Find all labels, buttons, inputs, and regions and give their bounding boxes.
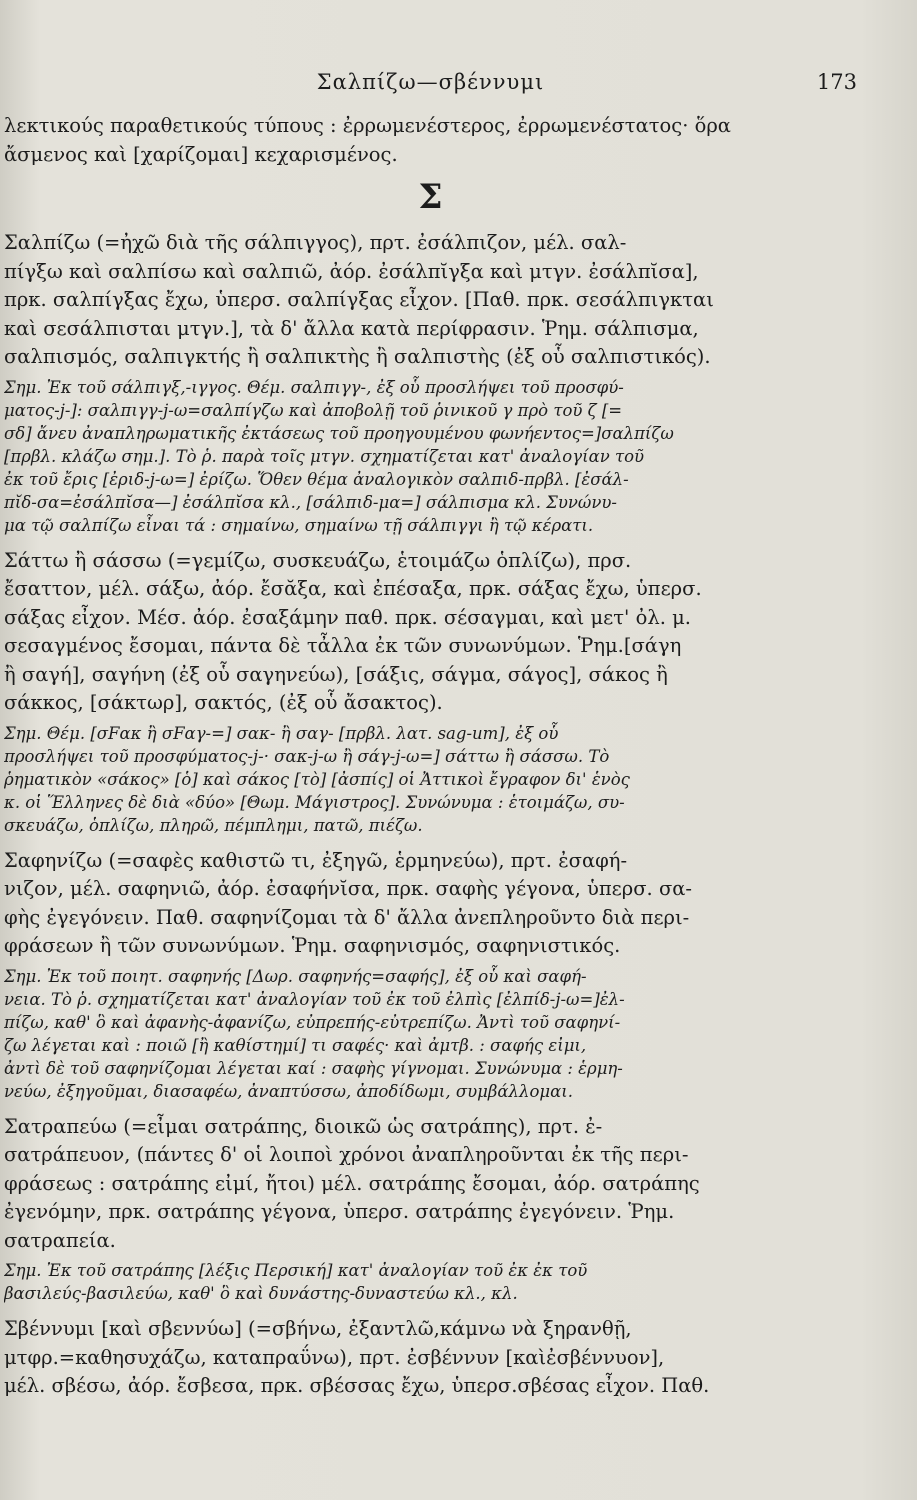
text-line: σατράπευον, (πάντες δ' οἱ λοιποὶ χρόνοι ἀναπληροῦνται ἐκ τῆς περι- — [4, 1143, 689, 1166]
dictionary-entry-satrapeuo — [4, 1113, 857, 1306]
note-line: Σημ. Θέμ. [σFακ ἢ σFαγ-=] σακ- ἢ σαγ- [πρβλ. λατ. sag-um], ἐξ οὗ — [4, 723, 559, 743]
section-letter: Σ — [418, 177, 443, 217]
note-line: σκευάζω, ὁπλίζω, πληρῶ, πέμπλημι, πατῶ, πιέζω. — [4, 815, 423, 835]
entry-body — [4, 1315, 857, 1401]
text-line: Σβέννυμι [καὶ σβεννύω] (=σβήνω, ἐξαντλῶ,κάμνω νὰ ξηρανθῇ, — [4, 1317, 632, 1340]
note-line: Σημ. Ἐκ τοῦ σάλπιγξ,-ιγγος. Θέμ. σαλπιγγ-, ἐξ οὗ προσλήψει τοῦ προσφύ- — [4, 377, 624, 397]
dictionary-entry-satto — [4, 547, 857, 837]
intro-text — [4, 112, 857, 169]
note-line: ζω λέγεται καὶ : ποιῶ [ἢ καθίστημί] τι σαφές· καὶ ἀμτβ. : σαφής εἰμι, — [4, 1035, 587, 1055]
note-line: κ. οἱ Ἕλληνες δὲ διὰ «δύο» [Θωμ. Μάγιστρος]. Συνώνυμα : ἑτοιμάζω, συ- — [4, 792, 625, 812]
entry-body — [4, 1113, 857, 1256]
text-line: φράσεων ἢ τῶν συνωνύμων. Ῥημ. σαφηνισμός, σαφηνιστικός. — [4, 934, 621, 957]
text-line: φράσεως : σατράπης εἰμί, ἤτοι) μέλ. σατράπης ἔσομαι, ἀόρ. σατράπης — [4, 1171, 700, 1195]
note-line: πίζω, καθ' ὃ καὶ ἀφανὴς-ἀφανίζω, εὐπρεπής-εὐτρεπίζω. Ἀντὶ τοῦ σαφηνί- — [4, 1012, 621, 1032]
text-line: Σαλπίζω (=ἠχῶ διὰ τῆς σάλπιγγος), πρτ. ἐσάλπιζον, μέλ. σαλ- — [4, 231, 627, 254]
note-line: ἀντὶ δὲ τοῦ σαφηνίζομαι λέγεται καί : σαφὴς γίγνομαι. Συνώνυμα : ἑρμη- — [4, 1058, 623, 1078]
text-line: πρκ. σαλπίγξας ἔχω, ὑπερσ. σαλπίγξας εἶχον. [Παθ. πρκ. σεσάλπιγκται — [4, 288, 714, 311]
running-head: Σαλπίζω—σβέννυμι — [316, 70, 545, 94]
text-line: Σάττω ἢ σάσσω (=γεμίζω, συσκευάζω, ἑτοιμάζω ὁπλίζω), πρσ. — [4, 548, 632, 572]
note-line: ἐκ τοῦ ἔρις [ἐριδ-j-ω=] ἐρίζω. Ὅθεν θέμα ἀναλογικὸν σαλπιδ-πρβλ. [ἐσάλ- — [4, 469, 629, 489]
text-line: μέλ. σβέσω, ἀόρ. ἔσβεσα, πρκ. σβέσσας ἔχω, ὑπερσ.σβέσας εἶχον. Παθ. — [4, 1374, 710, 1397]
note-line: προσλήψει τοῦ προσφύματος-j-· σακ-j-ω ἢ σάγ-j-ω=] σάττω ἢ σάσσω. Τὸ — [4, 746, 610, 766]
note-line: νεύω, ἐξηγοῦμαι, διασαφέω, ἀναπτύσσω, ἀποδίδωμι, συμβάλλομαι. — [4, 1081, 573, 1101]
text-line: ἐγενόμην, πρκ. σατράπης γέγονα, ὑπερσ. σατράπης ἐγεγόνειν. Ῥημ. — [4, 1200, 675, 1223]
text-line: σατραπεία. — [4, 1228, 116, 1252]
text-line: σάξας εἶχον. Μέσ. ἀόρ. ἐσαξάμην παθ. πρκ. σέσαγμαι, καὶ μετ' ὀλ. μ. — [4, 605, 691, 629]
text-line: Σαφηνίζω (=σαφὲς καθιστῶ τι, ἐξηγῶ, ἑρμηνεύω), πρτ. ἐσαφή- — [4, 848, 628, 872]
note-line: πῐδ-σα=ἐσάλπῐσα—] ἐσάλπῐσα κλ., [σάλπιδ-μα=] σάλπισμα κλ. Συνώνυ- — [4, 492, 617, 512]
note-line: σδ] ἄνευ ἀναπληρωματικῆς ἐκτάσεως τοῦ προηγουμένου φωνήεντος=]σαλπίζω — [4, 423, 674, 443]
note-line: Σημ. Ἐκ τοῦ ποιητ. σαφηνής [Δωρ. σαφηνής=σαφής], ἐξ οὗ καὶ σαφή- — [4, 966, 587, 986]
note-line: Σημ. Ἐκ τοῦ σατράπης [λέξις Περσική] κατ' ἀναλογίαν τοῦ ἐκ ἐκ τοῦ — [4, 1261, 588, 1280]
note-line: ῥηματικὸν «σάκος» [ὁ] καὶ σάκος [τὸ] [ἀσπίς] οἱ Ἀττικοὶ ἔγραφον δι' ἑνὸς — [4, 769, 630, 789]
page-number: 173 — [816, 70, 857, 94]
entry-note — [4, 376, 857, 537]
text-line: καὶ σεσάλπισται μτγν.], τὰ δ' ἄλλα κατὰ περίφρασιν. Ῥημ. σάλπισμα, — [4, 316, 699, 340]
note-line: βασιλεύς-βασιλεύω, καθ' ὃ καὶ δυνάστης-δυναστεύω κλ., κλ. — [4, 1284, 518, 1303]
dictionary-entry-sbennymi — [4, 1315, 857, 1401]
text-line: σάκκος, [σάκτωρ], σακτός, (ἐξ οὗ ἄσακτος). — [4, 691, 443, 714]
note-line: [πρβλ. κλάζω σημ.]. Τὸ ῥ. παρὰ τοῖς μτγν. σχηματίζεται κατ' ἀναλογίαν τοῦ — [4, 446, 645, 466]
entry-note — [4, 722, 857, 837]
entry-body — [4, 547, 857, 718]
note-line: ματος-j-]: σαλπιγγ-j-ω=σαλπίγζω καὶ ἀποβολῇ τοῦ ῥινικοῦ γ πρὸ τοῦ ζ [= — [4, 400, 623, 420]
entry-note — [4, 1259, 857, 1305]
text-line: ἔσαττον, μέλ. σάξω, ἀόρ. ἔσᾰξα, καὶ ἐπέσαξα, πρκ. σάξας ἔχω, ὑπερσ. — [4, 577, 702, 600]
note-line: μα τῷ σαλπίζω εἶναι τά : σημαίνω, σημαίνω τῇ σάλπιγγι ἢ τῷ κέρατι. — [4, 515, 594, 535]
text-line: πίγξω καὶ σαλπίσω καὶ σαλπιῶ, ἀόρ. ἐσάλπῐγξα καὶ μτγν. ἐσάλπῐσα], — [4, 259, 699, 283]
entry-body — [4, 229, 857, 372]
dictionary-entry-salpizo — [4, 229, 857, 537]
text-line: Σατραπεύω (=εἶμαι σατράπης, διοικῶ ὡς σατράπης), πρτ. ἐ- — [4, 1114, 603, 1138]
entry-body — [4, 847, 857, 961]
text-line: μτφρ.=καθησυχάζω, καταπραΰνω), πρτ. ἐσβέννυν [καὶἐσβέννυον], — [4, 1345, 665, 1369]
text-line: φὴς ἐγεγόνειν. Παθ. σαφηνίζομαι τὰ δ' ἄλλα ἀνεπληροῦντο διὰ περι- — [4, 905, 690, 929]
dictionary-entry-saphenizo — [4, 847, 857, 1103]
text-line: σαλπισμός, σαλπιγκτής ἢ σαλπικτὴς ἢ σαλπιστὴς (ἐξ οὗ σαλπιστικός). — [4, 345, 711, 368]
text-line: σεσαγμένος ἔσομαι, πάντα δὲ τἆλλα ἐκ τῶν συνωνύμων. Ῥημ.[σάγη — [4, 634, 682, 657]
text-line: νιζον, μέλ. σαφηνιῶ, ἀόρ. ἐσαφήνῐσα, πρκ. σαφὴς γέγονα, ὑπερσ. σα- — [4, 877, 693, 900]
text-line: ἄσμενος καὶ [χαρίζομαι] κεχαρισμένος. — [4, 142, 398, 166]
text-line: ἢ σαγή], σαγήνη (ἐξ οὗ σαγηνεύω), [σάξις, σάγμα, σάγος], σάκος ἢ — [4, 662, 668, 686]
note-line: νεια. Τὸ ῥ. σχηματίζεται κατ' ἀναλογίαν τοῦ ἐκ τοῦ ἐλπὶς [ἐλπίδ-j-ω=]ἐλ- — [4, 989, 625, 1009]
page-header — [4, 70, 857, 112]
text-line: λεκτικούς παραθετικούς τύπους : ἐρρωμενέστερος, ἐρρωμενέστατος· ὅρα — [4, 114, 731, 137]
entry-note — [4, 965, 857, 1103]
